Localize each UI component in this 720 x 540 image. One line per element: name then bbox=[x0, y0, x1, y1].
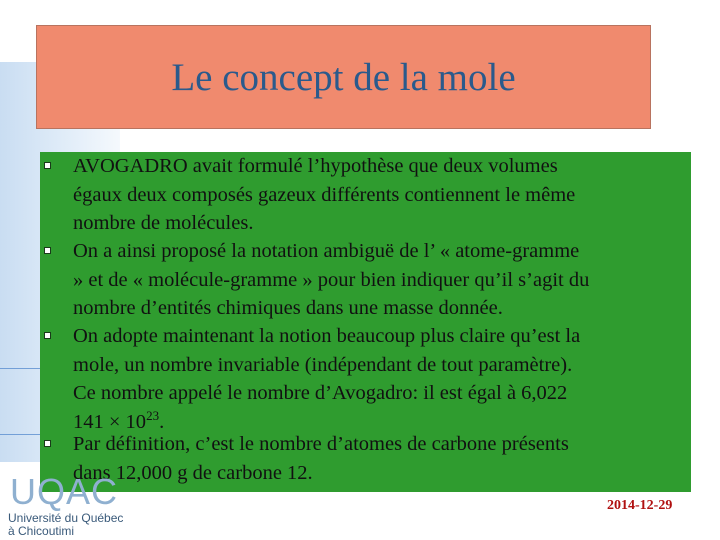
bullet-text bbox=[73, 430, 685, 487]
bullet-line: dans 12,000 g de carbone 12. bbox=[73, 461, 313, 484]
bullet-text bbox=[73, 322, 685, 436]
avogadro-prefix: 141 × 10 bbox=[73, 410, 147, 433]
bullet-line: AVOGADRO avait formulé l’hypothèse que deux volumes bbox=[73, 155, 558, 177]
slide-title: Le concept de la mole bbox=[171, 55, 516, 99]
title-box bbox=[36, 25, 651, 129]
bullet-line: nombre de molécules. bbox=[73, 212, 254, 234]
bullet-line: Par définition, c’est le nombre d’atomes de carbone présents bbox=[73, 433, 569, 455]
bullet-text bbox=[73, 152, 685, 238]
bullet-line: » et de « molécule-gramme » pour bien indiquer qu’il s’agit du bbox=[73, 268, 590, 291]
bullet-line: On a ainsi proposé la notation ambiguë de l’ « atome-gramme bbox=[73, 240, 580, 262]
logo-line: Université du Québec bbox=[8, 511, 124, 525]
slide-date: 2014-12-29 bbox=[607, 498, 673, 513]
bullet-line: nombre d’entités chimiques dans une masse donnée. bbox=[73, 297, 503, 319]
content-box bbox=[40, 152, 691, 492]
square-bullet-icon bbox=[44, 247, 51, 254]
bullet-line: On adopte maintenant la notion beaucoup plus claire qu’est la bbox=[73, 325, 581, 347]
square-bullet-icon bbox=[44, 440, 51, 447]
square-bullet-icon bbox=[44, 162, 51, 169]
avogadro-exponent: 23 bbox=[146, 407, 160, 423]
uqac-logo bbox=[8, 471, 138, 540]
bullet-text bbox=[73, 237, 685, 323]
logo-line: à Chicoutimi bbox=[8, 524, 75, 538]
logo-university-name bbox=[8, 512, 123, 538]
bullet-line: égaux deux composés gazeux différents contiennent le même bbox=[73, 183, 576, 206]
square-bullet-icon bbox=[44, 332, 51, 339]
bullet-line: mole, un nombre invariable (indépendant de tout paramètre). bbox=[73, 353, 573, 376]
bullet-line: Ce nombre appelé le nombre d’Avogadro: il est égal à 6,022 bbox=[73, 382, 568, 404]
avogadro-suffix: . bbox=[159, 410, 165, 433]
logo-mark: UQAC bbox=[10, 471, 119, 512]
